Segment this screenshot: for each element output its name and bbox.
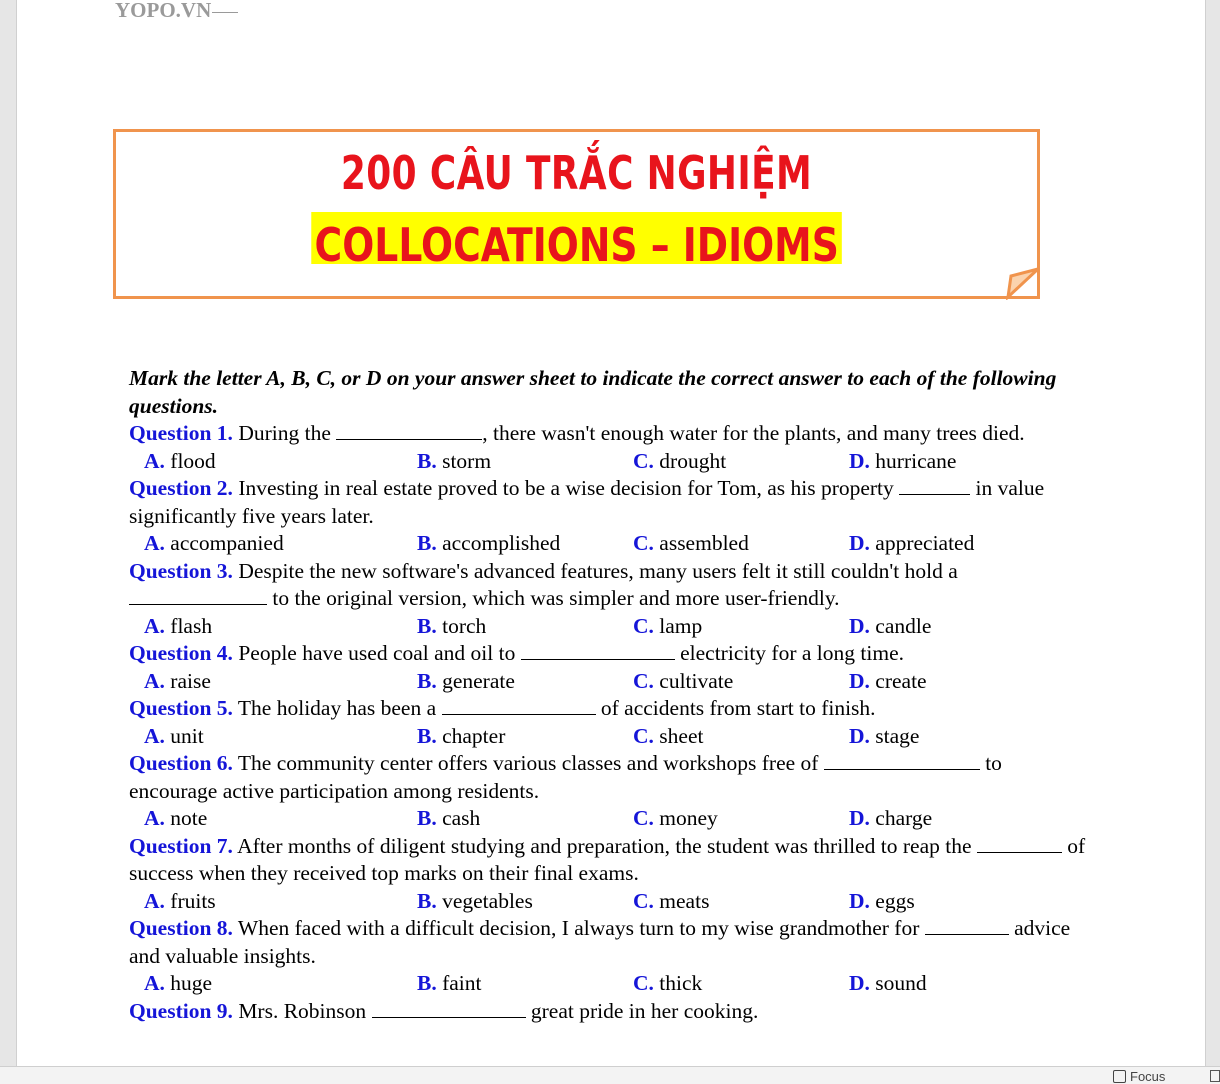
option-b	[417, 613, 486, 641]
question-stem-start: The community center offers various classes and workshops free of	[232, 751, 824, 775]
answer-blank	[977, 834, 1062, 853]
option-letter: B.	[417, 888, 437, 913]
answer-blank	[442, 696, 596, 715]
option-text: torch	[436, 613, 487, 638]
page-curl-decoration	[1005, 266, 1041, 300]
option-letter: D.	[849, 723, 870, 748]
option-text: generate	[436, 668, 515, 693]
option-a	[144, 805, 207, 833]
option-text: note	[164, 806, 208, 830]
option-text: hurricane	[869, 448, 957, 473]
question-stem-start: When faced with a difficult decision, I always turn to my wise grandmother for	[232, 916, 925, 940]
option-letter: D.	[849, 668, 870, 693]
option-c	[633, 668, 733, 696]
document-page	[16, 0, 1206, 1066]
question-stem-end: of success when they received top marks on their final exams.	[129, 833, 1091, 885]
option-text: cash	[436, 806, 481, 830]
question-3	[129, 558, 1089, 613]
option-text: candle	[869, 613, 932, 638]
option-b	[417, 888, 533, 916]
question-label: Question 1.	[129, 421, 233, 445]
option-text: stage	[869, 723, 920, 748]
option-a	[144, 668, 211, 696]
option-row	[129, 530, 1089, 558]
option-letter: A.	[144, 448, 165, 473]
option-letter: A.	[144, 723, 165, 748]
option-row	[129, 448, 1089, 476]
option-letter: A.	[144, 971, 165, 995]
option-letter: C.	[633, 806, 654, 830]
option-text: flood	[164, 448, 216, 473]
option-letter: D.	[849, 531, 870, 555]
question-stem-end: to the original version, which was simpler and more user-friendly.	[267, 586, 840, 610]
option-letter: C.	[633, 723, 654, 748]
option-d	[849, 805, 932, 833]
option-letter: C.	[633, 613, 654, 638]
option-d	[849, 888, 915, 916]
question-stem-start: People have used coal and oil to	[232, 641, 521, 665]
question-stem-end: in value significantly five years later.	[129, 476, 1050, 528]
option-c	[633, 970, 702, 998]
option-letter: B.	[417, 448, 437, 473]
option-d	[849, 668, 927, 696]
option-letter: C.	[633, 971, 654, 995]
option-d	[849, 970, 927, 998]
option-a	[144, 448, 216, 476]
option-letter: B.	[417, 668, 437, 693]
question-4	[129, 640, 1089, 668]
option-text: storm	[436, 448, 492, 473]
question-list	[129, 365, 1089, 1025]
focus-mode-button[interactable]	[1113, 1069, 1165, 1084]
question-stem-end: great pride in her cooking.	[525, 998, 759, 1023]
option-letter: B.	[417, 613, 437, 638]
view-toggle-icon[interactable]	[1210, 1070, 1220, 1082]
option-d	[849, 723, 919, 751]
answer-blank	[824, 751, 980, 770]
question-1	[129, 420, 1089, 448]
option-row	[129, 613, 1089, 641]
option-text: fruits	[164, 888, 216, 913]
option-text: unit	[164, 723, 204, 748]
question-stem-start: Investing in real estate proved to be a wise decision for Tom, as his property	[232, 476, 900, 500]
option-text: sheet	[653, 723, 704, 748]
option-letter: C.	[633, 531, 654, 555]
option-letter: B.	[417, 531, 437, 555]
option-b	[417, 668, 515, 696]
option-text: lamp	[653, 613, 703, 638]
question-7	[129, 833, 1089, 888]
option-a	[144, 723, 204, 751]
question-label: Question 4.	[129, 641, 233, 665]
question-label: Question 5.	[129, 696, 233, 720]
option-letter: A.	[144, 668, 165, 693]
question-stem-start: Despite the new software's advanced features, many users felt it still couldn't hold a	[232, 558, 964, 583]
option-letter: C.	[633, 888, 654, 913]
status-bar	[0, 1066, 1220, 1084]
question-stem-end: to encourage active participation among residents.	[129, 751, 1008, 803]
option-letter: A.	[144, 613, 165, 638]
option-text: accomplished	[436, 531, 561, 555]
option-c	[633, 530, 749, 558]
option-d	[849, 613, 931, 641]
option-a	[144, 888, 216, 916]
answer-blank	[925, 916, 1009, 935]
option-a	[144, 613, 212, 641]
question-stem-start: Mrs. Robinson	[232, 998, 372, 1023]
option-letter: D.	[849, 806, 870, 830]
question-2	[129, 475, 1089, 530]
option-row	[129, 970, 1089, 998]
option-row	[129, 723, 1089, 751]
question-6	[129, 750, 1089, 805]
option-text: drought	[653, 448, 727, 473]
answer-blank	[521, 641, 675, 660]
title-box	[113, 129, 1040, 299]
option-letter: C.	[633, 448, 654, 473]
option-text: money	[653, 806, 718, 830]
option-letter: B.	[417, 971, 437, 995]
option-letter: B.	[417, 806, 437, 830]
question-stem-end: electricity for a long time.	[674, 641, 904, 665]
option-b	[417, 970, 482, 998]
question-stem-end: advice and valuable insights.	[129, 916, 1076, 968]
option-letter: A.	[144, 531, 165, 555]
option-c	[633, 888, 709, 916]
option-b	[417, 448, 491, 476]
option-d	[849, 448, 956, 476]
option-row	[129, 668, 1089, 696]
option-text: create	[869, 668, 927, 693]
option-text: chapter	[436, 723, 506, 748]
option-letter: D.	[849, 888, 870, 913]
option-text: accompanied	[164, 531, 284, 555]
question-label: Question 9.	[129, 998, 233, 1023]
option-letter: A.	[144, 806, 165, 830]
title-line-1: 200 CÂU TRẮC NGHIỆM	[340, 146, 813, 200]
option-c	[633, 723, 703, 751]
question-8	[129, 915, 1089, 970]
question-stem-end: , there wasn't enough water for the plants, and many trees died.	[482, 421, 1025, 445]
option-a	[144, 970, 212, 998]
option-d	[849, 530, 974, 558]
question-stem-start: During the	[232, 421, 337, 445]
option-text: huge	[164, 971, 213, 995]
header-site-name: YOPO.VN	[115, 0, 212, 22]
option-text: raise	[164, 668, 211, 693]
question-stem-start: The holiday has been a	[232, 696, 442, 720]
option-letter: D.	[849, 613, 870, 638]
answer-blank	[336, 421, 482, 440]
option-b	[417, 530, 560, 558]
focus-label: Focus	[1130, 1069, 1166, 1084]
option-c	[633, 613, 702, 641]
option-text: faint	[436, 971, 482, 995]
page-header	[115, 0, 238, 23]
question-9	[129, 998, 1089, 1026]
answer-blank	[372, 999, 526, 1018]
option-text: flash	[164, 613, 213, 638]
question-5	[129, 695, 1089, 723]
header-rule	[212, 12, 238, 13]
option-a	[144, 530, 284, 558]
option-text: sound	[869, 971, 927, 995]
focus-icon	[1113, 1070, 1126, 1083]
option-letter: B.	[417, 723, 437, 748]
question-label: Question 7.	[129, 833, 233, 858]
question-stem-end: of accidents from start to finish.	[595, 696, 876, 720]
option-letter: D.	[849, 448, 870, 473]
question-label: Question 3.	[129, 558, 233, 583]
answer-blank	[899, 476, 970, 495]
option-c	[633, 805, 718, 833]
answer-blank	[129, 586, 267, 605]
option-text: thick	[653, 971, 703, 995]
question-stem-start: After months of diligent studying and preparation, the student was thrilled to reap the	[232, 833, 977, 858]
option-text: charge	[869, 806, 933, 830]
option-row	[129, 805, 1089, 833]
option-text: eggs	[869, 888, 915, 913]
option-text: cultivate	[653, 668, 734, 693]
option-letter: C.	[633, 668, 654, 693]
option-text: vegetables	[436, 888, 533, 913]
title-line-2: COLLOCATIONS – IDIOMS	[311, 212, 842, 264]
instruction-text: Mark the letter A, B, C, or D on your answer sheet to indicate the correct answer to each of the following questions.	[129, 366, 1057, 418]
option-b	[417, 805, 480, 833]
option-text: appreciated	[869, 531, 975, 555]
option-letter: D.	[849, 971, 870, 995]
option-row	[129, 888, 1089, 916]
question-label: Question 8.	[129, 916, 233, 940]
question-label: Question 2.	[129, 476, 233, 500]
option-letter: A.	[144, 888, 165, 913]
option-c	[633, 448, 726, 476]
option-text: meats	[653, 888, 710, 913]
option-text: assembled	[653, 531, 749, 555]
question-label: Question 6.	[129, 751, 233, 775]
option-b	[417, 723, 505, 751]
